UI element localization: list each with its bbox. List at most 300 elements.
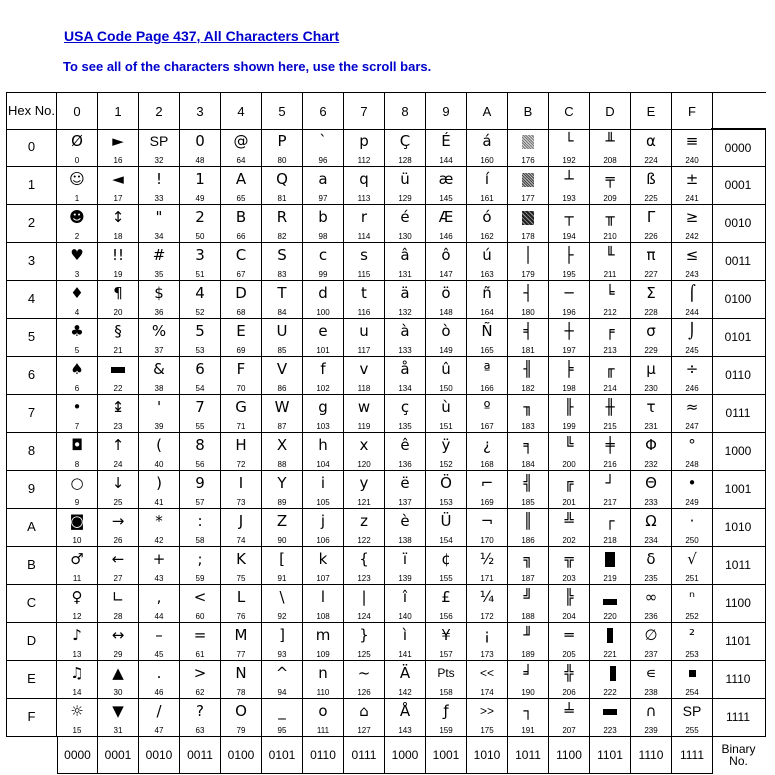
decimal-code: 255 — [685, 726, 699, 735]
character-glyph: ╜ — [523, 626, 533, 644]
character-cell — [385, 470, 426, 508]
character-glyph: l — [320, 588, 326, 606]
decimal-code: 144 — [439, 156, 453, 165]
decimal-code: 0 — [74, 156, 80, 165]
character-glyph: S — [277, 246, 287, 264]
decimal-code: 36 — [154, 308, 164, 317]
decimal-code: 221 — [603, 650, 617, 659]
character-glyph: ~ — [357, 664, 371, 682]
character-glyph: ⌐ — [480, 474, 494, 492]
character-cell — [180, 204, 221, 242]
character-glyph: ú — [482, 246, 492, 264]
character-cell — [385, 394, 426, 432]
character-glyph: ) — [156, 474, 162, 492]
character-glyph: Ç — [399, 132, 411, 150]
character-glyph: f — [320, 360, 326, 378]
decimal-code: 158 — [439, 688, 453, 697]
character-glyph: 1 — [195, 170, 205, 188]
column-header-hex: 4 — [221, 93, 262, 129]
binary-no-header: Binary No. — [721, 742, 756, 768]
decimal-code: 195 — [562, 270, 576, 279]
character-glyph: ` — [319, 132, 327, 150]
decimal-code: 216 — [603, 460, 617, 469]
character-glyph: 8 — [195, 436, 205, 454]
decimal-code: 37 — [154, 346, 164, 355]
decimal-code: 34 — [154, 232, 164, 241]
character-cell — [426, 356, 467, 394]
chart-row — [6, 204, 766, 243]
character-glyph: O — [235, 702, 247, 720]
character-cell — [590, 318, 631, 356]
character-glyph: M — [234, 626, 248, 644]
decimal-code: 212 — [603, 308, 617, 317]
character-glyph: ô — [441, 246, 451, 264]
character-cell — [549, 280, 590, 318]
character-cell — [549, 356, 590, 394]
decimal-code: 242 — [685, 232, 699, 241]
decimal-code: 84 — [277, 308, 287, 317]
character-cell — [262, 584, 303, 622]
decimal-code: 79 — [236, 726, 246, 735]
decimal-code: 224 — [644, 156, 658, 165]
character-glyph: / — [156, 702, 162, 720]
character-cell — [508, 280, 549, 318]
decimal-code: 156 — [439, 612, 453, 621]
character-cell — [590, 622, 631, 660]
character-cell — [262, 128, 303, 166]
character-cell — [426, 698, 467, 736]
character-cell — [303, 356, 344, 394]
decimal-code: 89 — [277, 498, 287, 507]
character-cell — [57, 128, 98, 166]
character-glyph: C — [235, 246, 247, 264]
character-glyph: ƒ — [443, 702, 449, 720]
character-cell — [344, 318, 385, 356]
character-cell — [180, 546, 221, 584]
column-binary: 1100 — [549, 736, 590, 774]
character-cell — [98, 128, 139, 166]
decimal-code: 57 — [195, 498, 205, 507]
character-cell — [549, 546, 590, 584]
character-cell — [549, 242, 590, 280]
character-cell — [180, 470, 221, 508]
character-glyph: V — [276, 360, 288, 378]
character-glyph: ┤ — [523, 284, 533, 302]
decimal-code: 214 — [603, 384, 617, 393]
character-cell — [139, 394, 180, 432]
decimal-code: 193 — [562, 194, 576, 203]
decimal-code: 94 — [277, 688, 287, 697]
decimal-code: 155 — [439, 574, 453, 583]
decimal-code: 203 — [562, 574, 576, 583]
character-cell — [98, 432, 139, 470]
decimal-code: 132 — [398, 308, 412, 317]
column-binary: 1101 — [590, 736, 631, 774]
character-cell — [262, 470, 303, 508]
character-glyph: : — [197, 512, 203, 530]
character-cell — [467, 546, 508, 584]
character-cell — [590, 660, 631, 698]
character-cell — [57, 508, 98, 546]
decimal-code: 186 — [521, 536, 535, 545]
decimal-code: 196 — [562, 308, 576, 317]
character-cell — [180, 584, 221, 622]
decimal-code: 145 — [439, 194, 453, 203]
decimal-code: 123 — [357, 574, 371, 583]
decimal-code: 29 — [113, 650, 123, 659]
decimal-code: 95 — [277, 726, 287, 735]
character-glyph: Å — [399, 702, 411, 720]
decimal-code: 97 — [318, 194, 328, 203]
character-glyph — [590, 549, 630, 569]
character-glyph: ╧ — [564, 702, 574, 720]
character-glyph: Ø — [71, 132, 83, 150]
character-cell — [467, 584, 508, 622]
character-cell — [344, 242, 385, 280]
character-cell — [467, 508, 508, 546]
character-cell — [344, 432, 385, 470]
chart-row — [6, 660, 766, 699]
character-glyph — [590, 625, 630, 645]
character-cell — [467, 280, 508, 318]
character-glyph: T — [277, 284, 287, 302]
decimal-code: 68 — [236, 308, 246, 317]
decimal-code: 187 — [521, 574, 535, 583]
character-cell — [139, 508, 180, 546]
decimal-code: 182 — [521, 384, 535, 393]
character-glyph: ' — [156, 398, 162, 416]
character-cell — [590, 508, 631, 546]
decimal-code: 137 — [398, 498, 412, 507]
decimal-code: 151 — [439, 422, 453, 431]
character-cell — [631, 394, 672, 432]
character-cell — [139, 128, 180, 166]
column-binary: 0011 — [180, 736, 221, 774]
decimal-code: 50 — [195, 232, 205, 241]
character-cell — [508, 584, 549, 622]
character-glyph: ╨ — [605, 132, 615, 150]
decimal-code: 26 — [113, 536, 123, 545]
character-glyph: 9 — [195, 474, 205, 492]
column-binary: 0100 — [221, 736, 262, 774]
column-binary: 0101 — [262, 736, 303, 774]
character-cell — [303, 470, 344, 508]
character-cell — [672, 280, 713, 318]
character-glyph: µ — [646, 360, 656, 378]
decimal-code: 239 — [644, 726, 658, 735]
instructions-text: To see all of the characters shown here, use the scroll bars. — [63, 59, 432, 74]
decimal-code: 85 — [277, 346, 287, 355]
character-glyph: ▲ — [112, 664, 124, 682]
character-glyph: ← — [111, 550, 125, 568]
character-cell — [262, 660, 303, 698]
character-glyph: k — [318, 550, 328, 568]
character-glyph: SP — [682, 703, 702, 719]
character-glyph: Γ — [646, 208, 656, 226]
row-header-hex: C — [6, 584, 57, 622]
character-cell — [262, 204, 303, 242]
row-binary: 0111 — [711, 394, 766, 432]
character-glyph: ê — [400, 436, 410, 454]
character-glyph — [98, 359, 138, 379]
character-glyph: r — [360, 208, 368, 226]
column-binary: 0110 — [303, 736, 344, 774]
decimal-code: 99 — [318, 270, 328, 279]
character-glyph: ♀ — [71, 588, 83, 606]
decimal-code: 64 — [236, 156, 246, 165]
character-glyph — [590, 663, 630, 683]
decimal-code: 91 — [277, 574, 287, 583]
character-glyph: á — [482, 132, 492, 150]
decimal-code: 189 — [521, 650, 535, 659]
character-glyph: ♫ — [70, 664, 84, 682]
character-glyph: é — [400, 208, 410, 226]
decimal-code: 131 — [398, 270, 412, 279]
decimal-code: 248 — [685, 460, 699, 469]
character-cell — [180, 660, 221, 698]
character-cell — [262, 356, 303, 394]
decimal-code: 194 — [562, 232, 576, 241]
character-cell — [385, 622, 426, 660]
decimal-code: 45 — [154, 650, 164, 659]
character-glyph: _ — [278, 702, 286, 720]
decimal-code: 33 — [154, 194, 164, 203]
column-binary: 1010 — [467, 736, 508, 774]
character-cell — [508, 128, 549, 166]
character-cell — [426, 280, 467, 318]
decimal-code: 176 — [521, 156, 535, 165]
chart-row — [6, 166, 766, 205]
character-glyph: H — [235, 436, 247, 454]
character-cell — [139, 660, 180, 698]
character-glyph: ┼ — [564, 322, 574, 340]
decimal-code: 220 — [603, 612, 617, 621]
decimal-code: 109 — [316, 650, 330, 659]
character-cell — [385, 432, 426, 470]
character-glyph: I — [238, 474, 244, 492]
character-glyph: & — [153, 360, 165, 378]
character-glyph: E — [236, 322, 246, 340]
character-glyph: ÿ — [441, 436, 451, 454]
character-glyph — [508, 131, 548, 151]
decimal-code: 136 — [398, 460, 412, 469]
character-glyph: Ω — [645, 512, 657, 530]
chart-row — [6, 698, 766, 737]
character-cell — [426, 622, 467, 660]
decimal-code: 188 — [521, 612, 535, 621]
decimal-code: 28 — [113, 612, 123, 621]
character-glyph: h — [318, 436, 328, 454]
character-glyph: ↑ — [111, 436, 125, 454]
decimal-code: 142 — [398, 688, 412, 697]
decimal-code: 82 — [277, 232, 287, 241]
decimal-code: 77 — [236, 650, 246, 659]
decimal-code: 223 — [603, 726, 617, 735]
row-binary: 0011 — [711, 242, 766, 280]
character-cell — [672, 432, 713, 470]
character-cell — [426, 394, 467, 432]
character-glyph: § — [114, 322, 122, 340]
character-cell — [262, 508, 303, 546]
character-cell — [672, 470, 713, 508]
character-glyph: d — [318, 284, 328, 302]
character-glyph: ± — [685, 170, 699, 188]
chart-row — [6, 432, 766, 471]
decimal-code: 202 — [562, 536, 576, 545]
footer-corner — [6, 736, 58, 774]
chart-row — [6, 546, 766, 585]
decimal-code: 246 — [685, 384, 699, 393]
character-cell — [180, 622, 221, 660]
character-cell — [467, 128, 508, 166]
character-glyph: J — [238, 512, 244, 530]
character-cell — [631, 470, 672, 508]
decimal-code: 113 — [357, 194, 371, 203]
character-glyph: N — [235, 664, 247, 682]
decimal-code: 206 — [562, 688, 576, 697]
decimal-code: 120 — [357, 460, 371, 469]
character-cell — [426, 166, 467, 204]
decimal-code: 2 — [74, 232, 80, 241]
character-cell — [303, 204, 344, 242]
character-cell — [57, 318, 98, 356]
character-glyph: • — [72, 398, 82, 416]
character-glyph: ╦ — [564, 550, 574, 568]
character-glyph — [508, 169, 548, 189]
character-cell — [631, 508, 672, 546]
character-glyph: └ — [564, 132, 574, 150]
decimal-code: 150 — [439, 384, 453, 393]
character-glyph: ┬ — [564, 208, 574, 226]
character-cell — [672, 318, 713, 356]
decimal-code: 108 — [316, 612, 330, 621]
character-glyph: ≥ — [685, 208, 699, 226]
character-glyph: ¬ — [480, 512, 494, 530]
character-glyph: σ — [646, 322, 656, 340]
character-cell — [467, 432, 508, 470]
decimal-code: 217 — [603, 498, 617, 507]
column-binary: 1001 — [426, 736, 467, 774]
decimal-code: 106 — [316, 536, 330, 545]
decimal-code: 8 — [74, 460, 80, 469]
decimal-code: 32 — [154, 156, 164, 165]
character-glyph: < — [193, 588, 207, 606]
character-glyph: ═ — [564, 626, 574, 644]
character-cell — [303, 660, 344, 698]
character-cell — [221, 166, 262, 204]
character-glyph: 6 — [195, 360, 205, 378]
character-cell — [98, 622, 139, 660]
character-cell — [180, 508, 221, 546]
character-cell — [590, 394, 631, 432]
character-glyph: ╣ — [523, 474, 533, 492]
character-cell — [467, 698, 508, 736]
decimal-code: 53 — [195, 346, 205, 355]
decimal-code: 104 — [316, 460, 330, 469]
character-glyph: ◙ — [69, 512, 85, 530]
character-glyph: 4 — [195, 284, 205, 302]
character-glyph: ♦ — [70, 284, 84, 302]
character-cell — [467, 242, 508, 280]
character-glyph: w — [357, 398, 371, 416]
decimal-code: 10 — [72, 536, 82, 545]
decimal-code: 243 — [685, 270, 699, 279]
column-header-hex: C — [549, 93, 590, 129]
character-cell — [180, 356, 221, 394]
character-glyph: º — [483, 398, 491, 416]
column-header-hex: 0 — [57, 93, 98, 129]
row-header-hex: 0 — [6, 128, 57, 166]
character-glyph: ù — [441, 398, 451, 416]
character-glyph: ╖ — [523, 398, 533, 416]
chart-row — [6, 280, 766, 319]
decimal-code: 177 — [521, 194, 535, 203]
character-glyph: $ — [154, 284, 164, 302]
character-cell — [303, 242, 344, 280]
row-binary: 0010 — [711, 204, 766, 242]
decimal-code: 152 — [439, 460, 453, 469]
decimal-code: 125 — [357, 650, 371, 659]
character-glyph: ¼ — [479, 588, 495, 606]
row-header-hex: 2 — [6, 204, 57, 242]
character-glyph: 5 — [195, 322, 205, 340]
character-cell — [303, 584, 344, 622]
decimal-code: 54 — [195, 384, 205, 393]
decimal-code: 228 — [644, 308, 658, 317]
character-cell — [98, 318, 139, 356]
decimal-code: 76 — [236, 612, 246, 621]
character-glyph: 3 — [195, 246, 205, 264]
decimal-code: 42 — [154, 536, 164, 545]
character-cell — [98, 698, 139, 736]
character-glyph: ≈ — [685, 398, 699, 416]
character-cell — [303, 128, 344, 166]
character-glyph: n — [318, 664, 328, 682]
decimal-code: 35 — [154, 270, 164, 279]
decimal-code: 199 — [562, 422, 576, 431]
decimal-code: 5 — [74, 346, 80, 355]
character-glyph: ╘ — [605, 284, 615, 302]
decimal-code: 154 — [439, 536, 453, 545]
character-cell — [508, 622, 549, 660]
decimal-code: 111 — [316, 726, 330, 735]
decimal-code: 119 — [357, 422, 371, 431]
character-glyph: ╒ — [605, 322, 615, 340]
character-cell — [467, 660, 508, 698]
character-glyph: ╥ — [605, 208, 615, 226]
character-glyph: ╙ — [605, 246, 615, 264]
decimal-code: 69 — [236, 346, 246, 355]
block-upper-icon — [603, 709, 617, 715]
decimal-code: 219 — [603, 574, 617, 583]
character-cell — [672, 584, 713, 622]
decimal-code: 9 — [74, 498, 80, 507]
character-cell — [262, 166, 303, 204]
character-glyph: ó — [482, 208, 492, 226]
character-cell — [344, 584, 385, 622]
decimal-code: 92 — [277, 612, 287, 621]
character-glyph: £ — [441, 588, 451, 606]
character-cell — [549, 166, 590, 204]
character-cell — [344, 622, 385, 660]
character-cell — [549, 394, 590, 432]
chart-title-link[interactable]: USA Code Page 437, All Characters Chart — [64, 28, 340, 44]
column-header-hex: 9 — [426, 93, 467, 129]
decimal-code: 86 — [277, 384, 287, 393]
character-glyph: í — [484, 170, 490, 188]
column-header-hex: 3 — [180, 93, 221, 129]
character-cell — [631, 660, 672, 698]
